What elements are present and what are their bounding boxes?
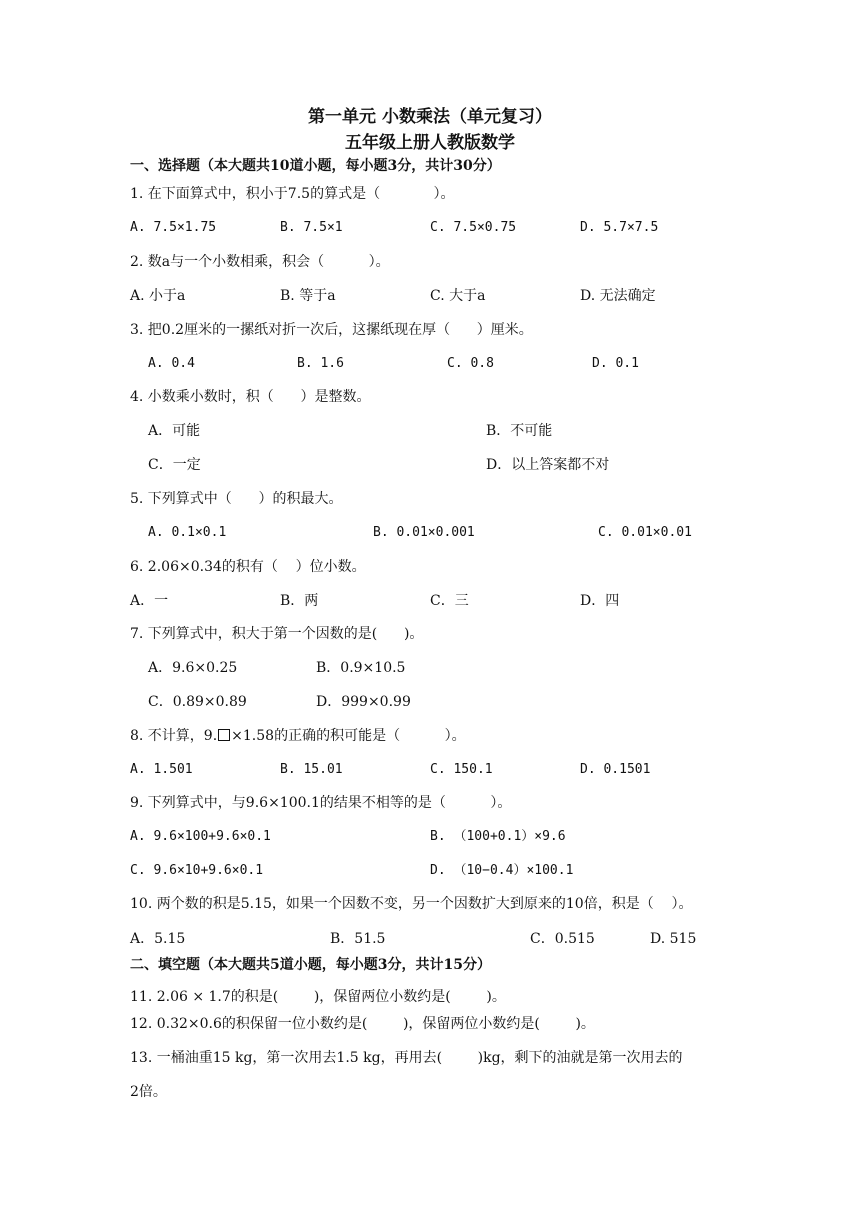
question-1-option-d: D. 5.7×7.5	[580, 220, 659, 235]
question-8-stem	[130, 727, 466, 745]
question-2-stem: 2. 数a与一个小数相乘，积会（ ）。	[130, 254, 390, 270]
question-2-option-b: B. 等于a	[280, 288, 336, 304]
question-7-option-d: D．999×0.99	[316, 694, 411, 710]
question-5-option-b: B. 0.01×0.001	[373, 525, 475, 540]
question-6-option-a: A．一	[130, 593, 169, 609]
question-8-option-d: D. 0.1501	[580, 762, 651, 777]
question-8-option-c: C. 150.1	[430, 762, 493, 777]
question-8-option-a: A. 1.501	[130, 762, 193, 777]
question-4-option-d: D．以上答案都不对	[486, 457, 610, 473]
question-4-option-b: B．不可能	[486, 423, 553, 439]
question-8-stem-start: 8. 不计算，9.	[130, 728, 218, 744]
question-3-stem: 3. 把0.2厘米的一摞纸对折一次后，这摞纸现在厚（ ）厘米。	[130, 322, 533, 338]
question-10-option-c: C．0.515	[530, 931, 595, 947]
question-4-option-a: A．可能	[148, 423, 201, 439]
question-9-option-b: B. （100+0.1）×9.6	[430, 829, 566, 844]
question-1-option-b: B. 7.5×1	[280, 220, 343, 235]
question-12: 12. 0.32×0.6的积保留一位小数约是( )，保留两位小数约是( )。	[130, 1016, 595, 1032]
question-13-line-1: 13. 一桶油重15 kg，第一次用去1.5 kg，再用去( )kg，剩下的油就是第一次用去的	[130, 1050, 683, 1066]
question-5-option-a: A. 0.1×0.1	[148, 525, 227, 540]
question-13-line-2: 2倍。	[130, 1084, 167, 1100]
section-heading-choice: 一、选择题（本大题共10道小题，每小题3分，共计30分）	[130, 158, 501, 174]
question-3-option-a: A. 0.4	[148, 356, 195, 371]
question-10-option-b: B．51.5	[330, 931, 386, 947]
question-3-option-b: B. 1.6	[297, 356, 344, 371]
section-heading-fill-in: 二、填空题（本大题共5道小题，每小题3分，共计15分）	[130, 957, 491, 973]
question-5-stem: 5. 下列算式中（ ）的积最大。	[130, 491, 343, 507]
blank-box-icon	[218, 729, 230, 741]
question-4-stem: 4. 小数乘小数时，积（ ）是整数。	[130, 389, 371, 405]
question-1-stem: 1. 在下面算式中，积小于7.5的算式是（ ）。	[130, 186, 455, 202]
question-2-option-d: D. 无法确定	[580, 288, 656, 304]
question-10-option-a: A．5.15	[130, 931, 186, 947]
question-10-stem: 10. 两个数的积是5.15，如果一个因数不变，另一个因数扩大到原来的10倍，积是（ ）。	[130, 896, 693, 912]
question-6-option-b: B．两	[280, 593, 319, 609]
question-11: 11. 2.06 × 1.7的积是( )，保留两位小数约是( )。	[130, 989, 506, 1005]
question-4-option-c: C．一定	[148, 457, 201, 473]
question-8-option-b: B. 15.01	[280, 762, 343, 777]
question-7-option-b: B．0.9×10.5	[316, 660, 406, 676]
question-10-option-d: D. 515	[650, 931, 697, 947]
question-6-stem: 6. 2.06×0.34的积有（ ）位小数。	[130, 559, 366, 575]
question-5-option-c: C. 0.01×0.01	[598, 525, 692, 540]
question-1-option-c: C. 7.5×0.75	[430, 220, 517, 235]
page-subtitle: 五年级上册人教版数学	[345, 133, 515, 153]
question-3-option-c: C. 0.8	[447, 356, 494, 371]
question-9-stem: 9. 下列算式中，与9.6×100.1的结果不相等的是（ ）。	[130, 795, 512, 811]
question-3-option-d: D. 0.1	[592, 356, 639, 371]
question-9-option-a: A. 9.6×100+9.6×0.1	[130, 829, 271, 844]
question-9-option-d: D. （10−0.4）×100.1	[430, 863, 574, 878]
question-9-option-c: C. 9.6×10+9.6×0.1	[130, 863, 264, 878]
question-7-option-c: C．0.89×0.89	[148, 694, 247, 710]
question-7-stem: 7. 下列算式中，积大于第一个因数的是( )。	[130, 626, 424, 642]
question-1-option-a: A. 7.5×1.75	[130, 220, 217, 235]
question-8-stem-end: ×1.58的正确的积可能是（ ）。	[231, 728, 466, 744]
question-6-option-c: C．三	[430, 593, 469, 609]
question-2-option-c: C. 大于a	[430, 288, 486, 304]
question-2-option-a: A. 小于a	[130, 288, 186, 304]
question-7-option-a: A．9.6×0.25	[148, 660, 238, 676]
question-6-option-d: D．四	[580, 593, 620, 609]
page-title: 第一单元 小数乘法（单元复习）	[308, 107, 552, 127]
